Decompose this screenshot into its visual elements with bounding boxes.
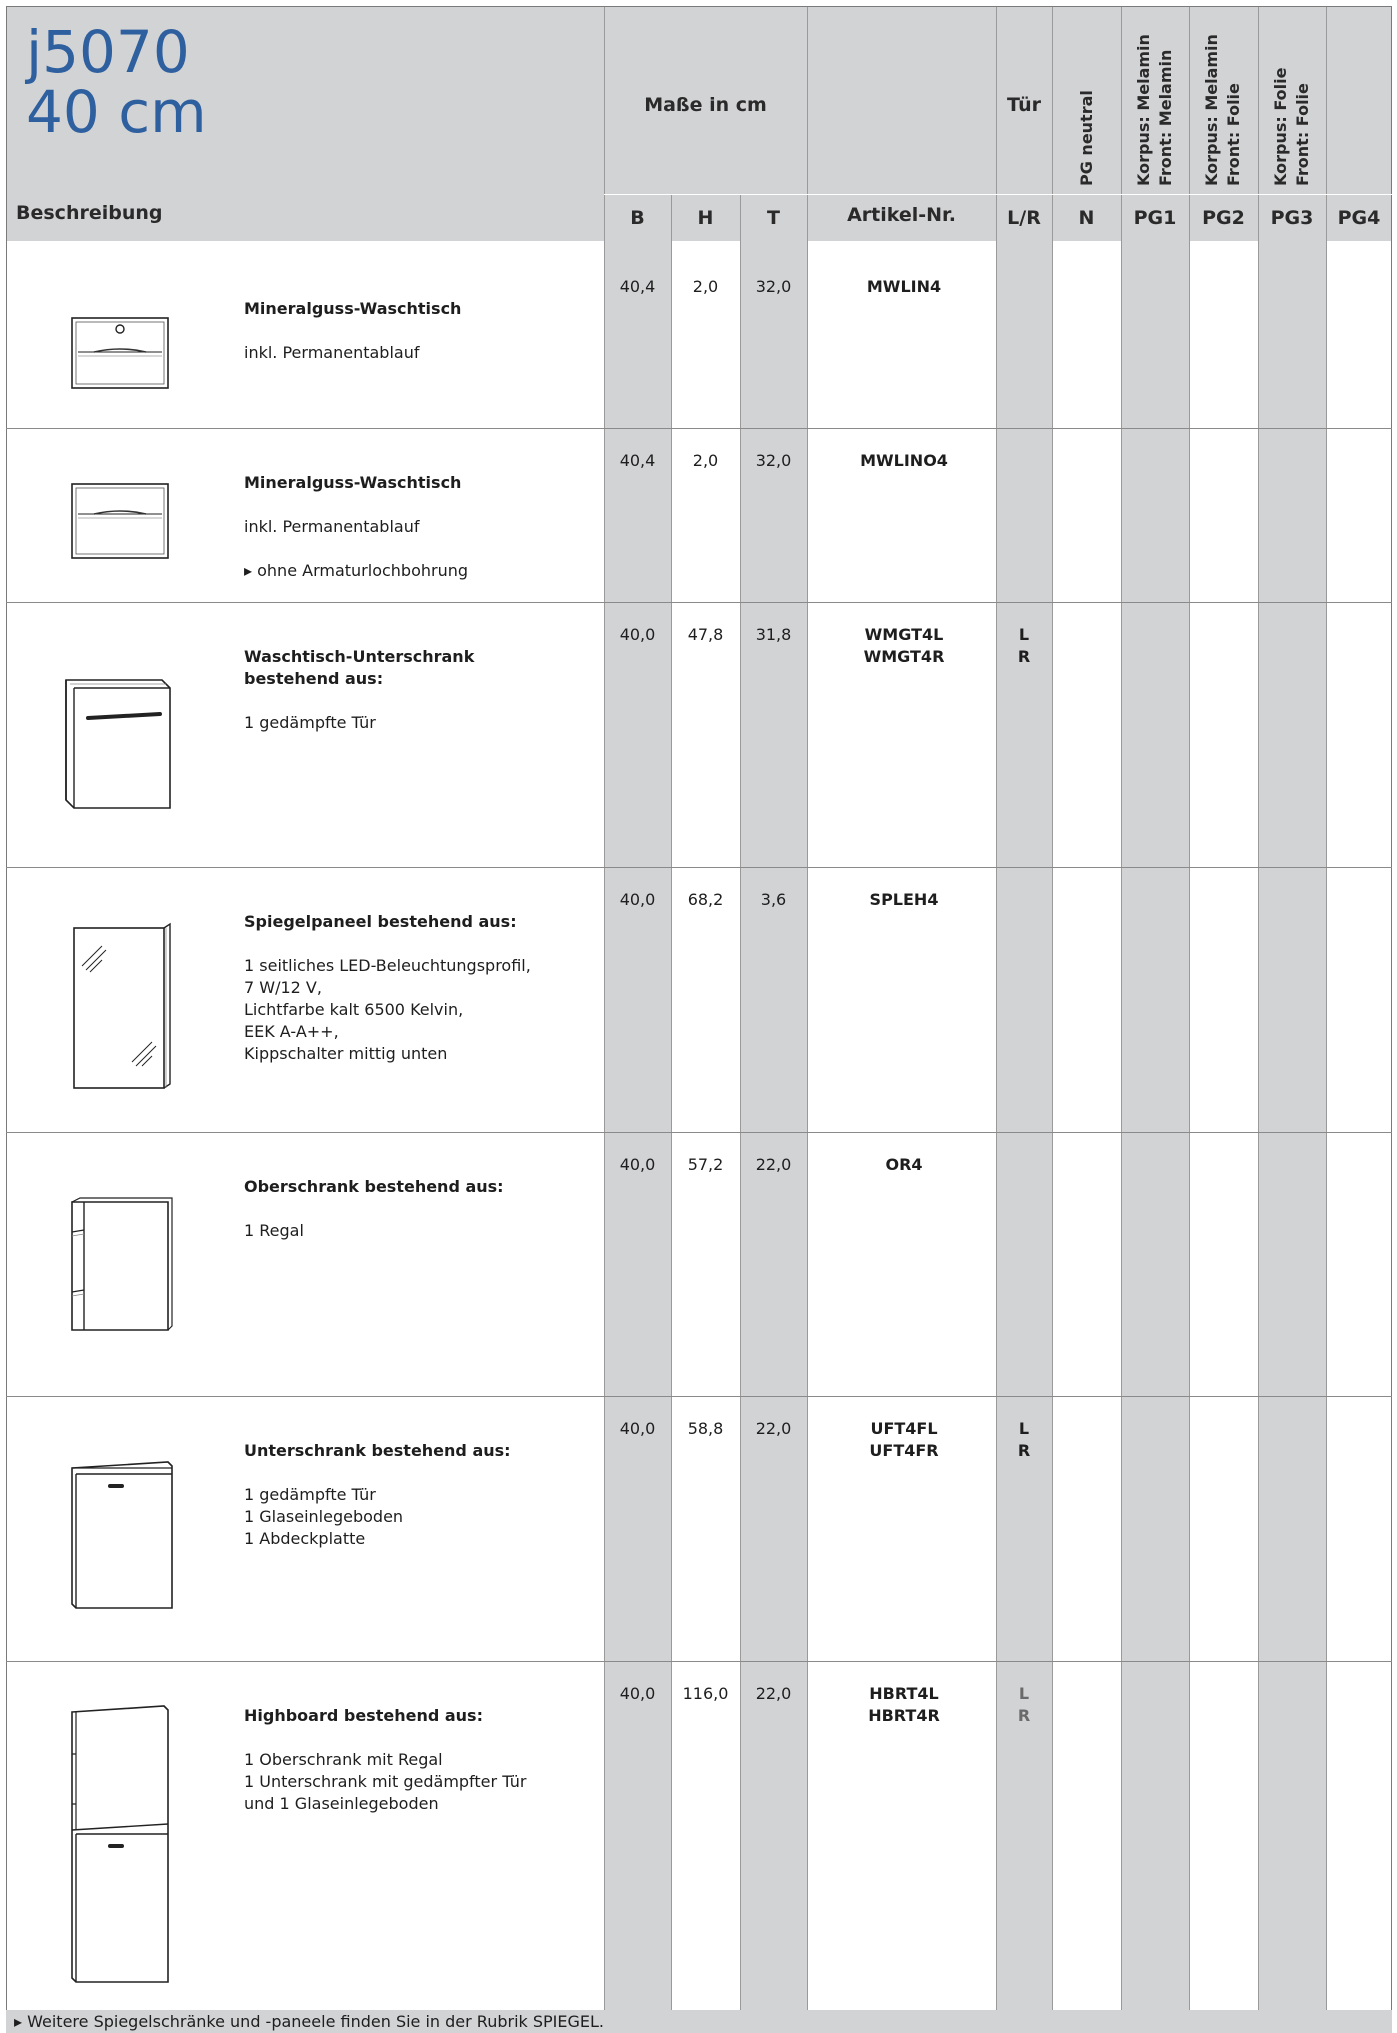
row-title: Highboard bestehend aus: [244, 1706, 483, 1725]
row-title: Mineralguss-Waschtisch [244, 473, 462, 492]
column-stripe-pg3 [1258, 241, 1326, 2010]
article-number: HBRT4R [868, 1706, 940, 1725]
header-pg-neutral: PG neutral [1077, 90, 1096, 186]
header-pg1-material-a: Korpus: Melamin [1134, 34, 1153, 186]
row-description [244, 450, 468, 604]
article-number: WMGT4R [863, 647, 945, 666]
door-side: L [1018, 1419, 1030, 1438]
article-number: UFT4FR [869, 1441, 939, 1460]
row-title: Oberschrank bestehend aus: [244, 1177, 504, 1196]
dim-h-value: 57,2 [687, 1155, 724, 1174]
header-pg1-material-b: Front: Melamin [1156, 49, 1175, 186]
header-pg2-material-a: Korpus: Melamin [1202, 34, 1221, 186]
dim-t-value: 22,0 [755, 1155, 792, 1174]
header-dim-h: H [697, 207, 714, 229]
dim-h-value: 58,8 [687, 1419, 724, 1438]
row-details: 1 gedämpfte Tür [244, 713, 376, 732]
door-side: R [1017, 647, 1031, 666]
page-title [26, 18, 207, 146]
product-sheet [6, 6, 1392, 2033]
row-description [244, 889, 531, 1087]
article-number: HBRT4L [869, 1684, 939, 1703]
dim-h-value: 2,0 [692, 277, 719, 296]
grid-line [1052, 6, 1053, 2010]
dim-t-value: 22,0 [755, 1419, 792, 1438]
grid-line [1326, 6, 1327, 2010]
header-dim-b: B [630, 207, 645, 229]
header-pg3: PG3 [1270, 207, 1314, 229]
row-title: Mineralguss-Waschtisch [244, 299, 462, 318]
header-pg2: PG2 [1202, 207, 1245, 229]
row-title: Waschtisch-Unterschrank bestehend aus: [244, 647, 475, 688]
row-details: 1 Regal [244, 1221, 304, 1240]
dim-t-value: 31,8 [755, 625, 792, 644]
row-title: Spiegelpaneel bestehend aus: [244, 912, 517, 931]
article-number: MWLIN4 [866, 277, 942, 296]
grid-line [604, 194, 1392, 195]
header-pg3-material-b: Front: Folie [1293, 83, 1312, 186]
row-description [244, 276, 461, 386]
dim-t-value: 22,0 [755, 1684, 792, 1703]
dim-t-value: 32,0 [755, 451, 792, 470]
header-band [6, 6, 1392, 241]
header-door: Tür [1006, 94, 1042, 116]
dim-h-value: 47,8 [687, 625, 724, 644]
header-pg1: PG1 [1133, 207, 1177, 229]
header-door-lr: L/R [1007, 207, 1041, 229]
header-article: Artikel-Nr. [847, 204, 956, 226]
title-model: j5070 [26, 18, 190, 86]
row-description [244, 1683, 526, 1837]
row-details: inkl. Permanentablauf [244, 343, 420, 362]
dim-h-value: 116,0 [682, 1684, 729, 1703]
column-stripe-b [604, 241, 671, 2010]
article-number: SPLEH4 [869, 890, 939, 909]
column-stripe-lr [996, 241, 1052, 2010]
row-title: Unterschrank bestehend aus: [244, 1441, 511, 1460]
dim-t-value: 32,0 [755, 277, 792, 296]
dim-h-value: 68,2 [687, 890, 724, 909]
row-divider [6, 1661, 1392, 1662]
header-description: Beschreibung [16, 202, 163, 224]
mirror-panel-icon [72, 922, 174, 1090]
article-number: OR4 [885, 1155, 923, 1174]
article-number: WMGT4L [864, 625, 944, 644]
row-details: inkl. Permanentablauf ▸ ohne Armaturlochbohrung [244, 517, 469, 580]
door-side: R [1017, 1441, 1031, 1460]
grid-line [1258, 6, 1259, 2010]
washbasin-with-tap-hole-icon [70, 306, 172, 390]
row-divider [6, 602, 1392, 603]
grid-line [1189, 6, 1190, 2010]
grid-line [6, 6, 1392, 7]
grid-line [1121, 6, 1122, 2010]
header-pg2-material-b: Front: Folie [1224, 83, 1243, 186]
grid-line [6, 6, 7, 2033]
footer-text: ▸ Weitere Spiegelschränke und -paneele finden Sie in der Rubrik SPIEGEL. [14, 2012, 605, 2031]
row-divider [6, 1396, 1392, 1397]
door-side: L [1018, 625, 1030, 644]
dim-b-value: 40,4 [619, 451, 656, 470]
article-number: MWLINO4 [860, 451, 948, 470]
row-details: 1 Oberschrank mit Regal 1 Unterschrank mit gedämpfter Tür und 1 Glaseinlegeboden [244, 1750, 527, 1813]
dim-b-value: 40,0 [619, 1155, 656, 1174]
grid-line [1391, 6, 1392, 2033]
row-divider [6, 867, 1392, 868]
column-stripe-t [740, 241, 807, 2010]
header-pg4: PG4 [1337, 207, 1381, 229]
dim-b-value: 40,0 [619, 890, 656, 909]
article-number: UFT4FL [870, 1419, 938, 1438]
header-dim-t: T [767, 207, 780, 229]
header-dimensions: Maße in cm [644, 94, 767, 116]
dim-h-value: 2,0 [692, 451, 719, 470]
row-details: 1 gedämpfte Tür 1 Glaseinlegeboden 1 Abdeckplatte [244, 1485, 404, 1548]
row-divider [6, 428, 1392, 429]
row-description [244, 1154, 504, 1264]
title-width: 40 cm [26, 78, 207, 146]
header-pg3-material-a: Korpus: Folie [1271, 67, 1290, 186]
footer-note [6, 2010, 1392, 2033]
dim-b-value: 40,0 [619, 1684, 656, 1703]
grid-line [807, 6, 808, 2010]
header-pg-n: N [1078, 207, 1095, 229]
washbasin-icon [70, 476, 172, 560]
dim-t-value: 3,6 [760, 890, 787, 909]
highboard-icon [66, 1704, 178, 1986]
row-divider [6, 1132, 1392, 1133]
wall-cabinet-icon [68, 1196, 176, 1332]
column-stripe-pg1 [1121, 241, 1189, 2010]
dim-b-value: 40,4 [619, 277, 656, 296]
dim-b-value: 40,0 [619, 1419, 656, 1438]
door-side: R [1017, 1706, 1031, 1725]
vanity-unit-icon [62, 674, 174, 814]
row-details: 1 seitliches LED-Beleuchtungsprofil, 7 W/12 V, Lichtfarbe kalt 6500 Kelvin, EEK A-A++, Kippschalter mittig unten [244, 956, 531, 1063]
dim-b-value: 40,0 [619, 625, 656, 644]
door-side: L [1018, 1684, 1030, 1703]
grid-line [604, 6, 605, 2010]
row-description [244, 624, 474, 756]
base-cabinet-icon [68, 1458, 176, 1612]
row-description [244, 1418, 511, 1572]
